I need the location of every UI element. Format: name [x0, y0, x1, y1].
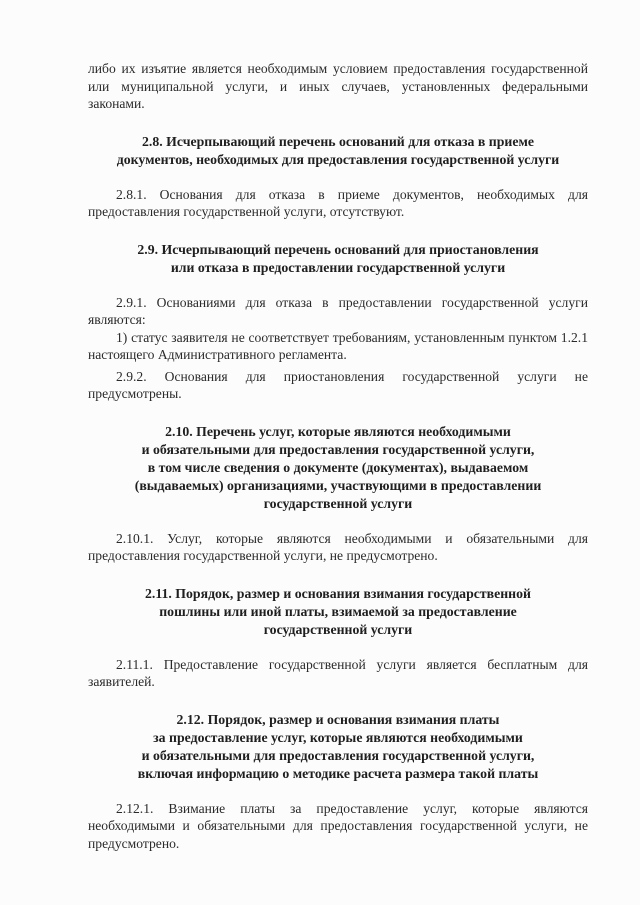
section-2-11-heading: [88, 585, 588, 639]
paragraph-2-9-1: 2.9.1. Основаниями для отказа в предоставлении государственной услуги являются:: [88, 294, 588, 327]
heading-line: 2.12. Порядок, размер и основания взимания платы: [176, 711, 500, 727]
paragraph-2-12-1: 2.12.1. Взимание платы за предоставление услуг, которые являются необходимыми и обязательными для предоставления государственной услуги, не предусмотрено.: [88, 800, 588, 851]
section-2-9-heading: [88, 241, 588, 277]
heading-line: (выдаваемых) организациями, участвующими в предоставлении: [134, 477, 542, 493]
heading-line: и обязательными для предоставления государственной услуги,: [141, 747, 535, 763]
heading-line: пошлины или иной платы, взимаемой за предоставление: [159, 603, 517, 619]
paragraph-2-11-1: 2.11.1. Предоставление государственной услуги является бесплатным для заявителей.: [88, 656, 588, 689]
heading-line: за предоставление услуг, которые являются необходимыми: [153, 729, 523, 745]
paragraph-2-10-1: 2.10.1. Услуг, которые являются необходимыми и обязательными для предоставления государственной услуги, не предусмотрено.: [88, 530, 588, 563]
heading-line: 2.8. Исчерпывающий перечень оснований для отказа в приеме: [142, 133, 534, 149]
heading-line: 2.9. Исчерпывающий перечень оснований для приостановления: [137, 241, 539, 257]
section-2-8-heading: [88, 133, 588, 169]
heading-line: или отказа в предоставлении государственной услуги: [170, 259, 506, 275]
paragraph-2-9-2: 2.9.2. Основания для приостановления государственной услуги не предусмотрены.: [88, 368, 588, 401]
heading-line: в том числе сведения о документе (документах), выдаваемом: [147, 459, 529, 475]
section-2-12-heading: [88, 711, 588, 783]
heading-line: 2.11. Порядок, размер и основания взимания государственной: [145, 585, 531, 601]
paragraph-2-9-1-item-1: 1) статус заявителя не соответствует требованиям, установленным пунктом 1.2.1 настоящего Административного регламента.: [88, 329, 588, 362]
paragraph-2-8-1: 2.8.1. Основания для отказа в приеме документов, необходимых для предоставления государственной услуги, отсутствуют.: [88, 186, 588, 219]
heading-line: документов, необходимых для предоставления государственной услуги: [116, 151, 560, 167]
heading-line: государственной услуги: [263, 495, 413, 511]
intro-paragraph: либо их изъятие является необходимым условием предоставления государственной или муниципальной услуги, и иных случаев, установленных федеральными законами.: [88, 61, 588, 111]
heading-line: 2.10. Перечень услуг, которые являются необходимыми: [165, 423, 511, 439]
heading-line: государственной услуги: [263, 621, 413, 637]
section-2-10-heading: [88, 423, 588, 513]
heading-line: включая информацию о методике расчета размера такой платы: [137, 765, 539, 781]
heading-line: и обязательными для предоставления государственной услуги,: [141, 441, 535, 457]
